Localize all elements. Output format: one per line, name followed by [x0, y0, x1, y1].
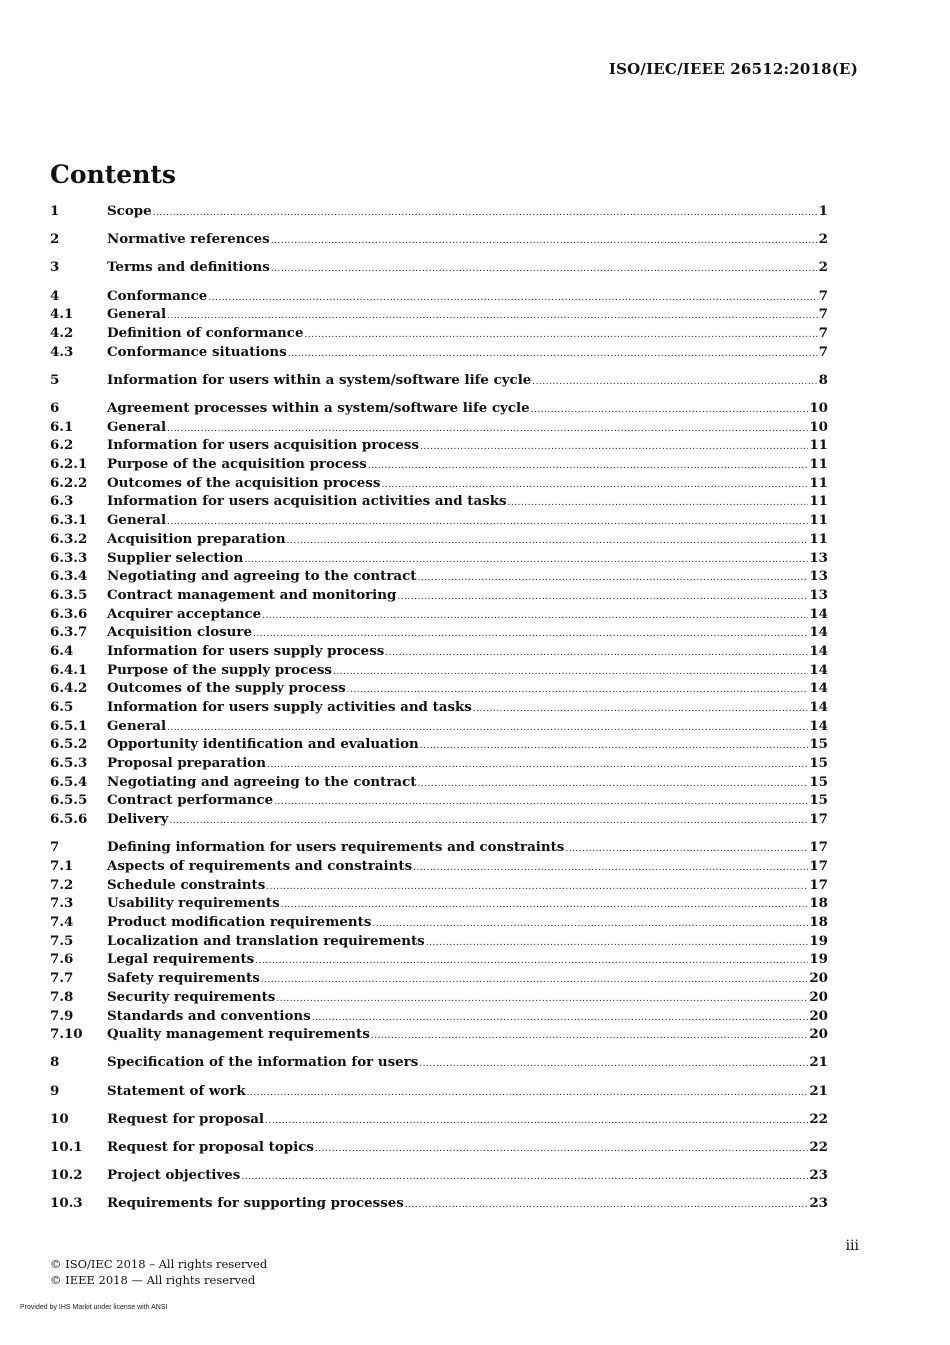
toc-entry[interactable] [50, 1008, 828, 1027]
toc-entry-page: 18 [809, 914, 828, 931]
toc-entry-title: Contract management and monitoring [107, 586, 397, 603]
toc-entry-number: 9 [50, 1082, 60, 1099]
toc-entry-page: 13 [809, 568, 828, 585]
toc-entry[interactable] [50, 895, 828, 914]
toc-leader-dots [419, 1059, 808, 1069]
toc-entry-number: 6.3.4 [50, 568, 88, 585]
toc-entry[interactable] [50, 550, 828, 569]
toc-entry[interactable] [50, 662, 828, 681]
toc-entry-number: 6.5.3 [50, 755, 88, 772]
toc-leader-dots [371, 1031, 809, 1041]
toc-entry[interactable] [50, 1167, 828, 1186]
toc-entry[interactable] [50, 288, 828, 307]
toc-entry-page: 23 [809, 1195, 828, 1212]
toc-entry-title: Localization and translation requirements [107, 932, 425, 949]
toc-entry-page: 17 [809, 839, 828, 856]
toc-entry-title: Schedule constraints [107, 876, 266, 893]
toc-entry[interactable] [50, 606, 828, 625]
toc-entry-title: Conformance [107, 287, 208, 304]
toc-entry-title: General [107, 512, 167, 529]
toc-entry-page: 13 [809, 586, 828, 603]
toc-entry-number: 6.3.5 [50, 586, 88, 603]
toc-entry-title: Negotiating and agreeing to the contract [107, 773, 417, 790]
toc-entry-title: Proposal preparation [107, 755, 266, 772]
toc-entry-page: 15 [809, 792, 828, 809]
toc-leader-dots [265, 1116, 808, 1126]
toc-entry-page: 21 [809, 1054, 828, 1071]
toc-leader-dots [532, 377, 817, 387]
toc-leader-dots [267, 760, 808, 770]
toc-entry[interactable] [50, 914, 828, 933]
toc-entry-number: 4.3 [50, 343, 74, 360]
toc-entry-number: 6.5.1 [50, 717, 88, 734]
toc-entry-title: Supplier selection [107, 549, 244, 566]
toc-entry-number: 6.5.2 [50, 736, 88, 753]
toc-leader-dots [413, 863, 808, 873]
provider-note: Provided by IHS Markit under license with ANSI [20, 1304, 168, 1311]
toc-entry-number: 7.2 [50, 876, 74, 893]
toc-entry-number: 6.3.3 [50, 549, 88, 566]
toc-entry-title: General [107, 306, 167, 323]
toc-entry-title: General [107, 418, 167, 435]
toc-entry-title: Contract performance [107, 792, 274, 809]
toc-leader-dots [167, 517, 808, 527]
toc-entry[interactable] [50, 970, 828, 989]
toc-entry-page: 23 [809, 1167, 828, 1184]
toc-entry-title: Information for users supply process [107, 642, 385, 659]
toc-entry-page: 2 [818, 231, 828, 248]
toc-entry-number: 4.1 [50, 306, 74, 323]
toc-entry-title: Request for proposal topics [107, 1138, 314, 1155]
toc-leader-dots [247, 1088, 809, 1098]
toc-leader-dots [385, 648, 808, 658]
toc-entry[interactable] [50, 372, 828, 391]
toc-entry[interactable] [50, 325, 828, 344]
toc-entry-number: 6.5.4 [50, 773, 88, 790]
toc-entry-number: 6.3.1 [50, 512, 88, 529]
toc-entry-number: 6.3.7 [50, 624, 88, 641]
toc-entry-page: 2 [818, 259, 828, 276]
toc-entry-title: Outcomes of the acquisition process [107, 474, 381, 491]
toc-entry[interactable] [50, 456, 828, 475]
toc-entry[interactable] [50, 400, 828, 419]
toc-entry-title: Acquisition closure [107, 624, 252, 641]
toc-entry-title: Information for users acquisition activities and tasks [107, 493, 507, 510]
toc-entry[interactable] [50, 437, 828, 456]
toc-entry-page: 18 [809, 895, 828, 912]
toc-leader-dots [397, 592, 808, 602]
toc-entry-number: 6.2.2 [50, 474, 88, 491]
toc-entry-page: 7 [818, 343, 828, 360]
page-title: Contents [50, 160, 177, 189]
toc-entry-title: Acquirer acceptance [107, 605, 262, 622]
toc-entry-page: 7 [818, 287, 828, 304]
toc-leader-dots [288, 349, 818, 359]
toc-entry-title: Outcomes of the supply process [107, 680, 346, 697]
toc-entry-page: 7 [818, 324, 828, 341]
toc-entry-page: 14 [809, 717, 828, 734]
toc-leader-dots [167, 424, 808, 434]
toc-leader-dots [315, 1144, 808, 1154]
toc-entry[interactable] [50, 231, 828, 250]
toc-entry-page: 14 [809, 699, 828, 715]
toc-entry-title: Conformance situations [107, 343, 287, 360]
toc-entry-title: Normative references [107, 231, 270, 248]
toc-entry-title: Defining information for users requirements and constraints [107, 839, 565, 856]
toc-entry[interactable] [50, 531, 828, 550]
toc-entry-page: 15 [809, 736, 828, 753]
toc-entry[interactable] [50, 344, 828, 363]
toc-entry-number: 5 [50, 371, 60, 388]
toc-leader-dots [261, 975, 809, 985]
toc-entry-number: 7 [50, 839, 60, 856]
toc-entry[interactable] [50, 680, 828, 699]
toc-leader-dots [244, 555, 808, 565]
toc-entry-number: 6.1 [50, 418, 74, 435]
toc-entry-page: 20 [809, 970, 828, 987]
toc-entry[interactable] [50, 774, 828, 793]
toc-leader-dots [368, 461, 809, 471]
toc-entry-number: 7.5 [50, 932, 74, 949]
toc-entry-title: Purpose of the supply process [107, 661, 332, 678]
toc-entry[interactable] [50, 587, 828, 606]
toc-entry-number: 4.2 [50, 324, 74, 341]
toc-entry-number: 6.4 [50, 642, 74, 659]
toc-entry-number: 4 [50, 287, 60, 304]
toc-entry-title: Information for users within a system/software life cycle [107, 371, 532, 388]
toc-entry[interactable] [50, 1083, 828, 1102]
copyright-footer [50, 1257, 267, 1288]
toc-entry-number: 10.2 [50, 1167, 83, 1184]
toc-entry-page: 14 [809, 642, 828, 659]
toc-entry-title: Negotiating and agreeing to the contract [107, 568, 417, 585]
toc-entry-page: 22 [809, 1110, 828, 1127]
toc-leader-dots [381, 480, 808, 490]
toc-entry[interactable] [50, 736, 828, 755]
toc-entry-title: Quality management requirements [107, 1026, 370, 1043]
toc-entry-number: 10.1 [50, 1138, 83, 1155]
toc-entry-number: 7.7 [50, 970, 74, 987]
toc-entry-title: Requirements for supporting processes [107, 1195, 404, 1212]
toc-entry[interactable] [50, 512, 828, 531]
toc-entry-page: 11 [809, 456, 828, 473]
toc-entry[interactable] [50, 933, 828, 952]
toc-leader-dots [531, 405, 809, 415]
toc-entry-number: 6.5.5 [50, 792, 88, 809]
toc-entry-number: 6.2 [50, 437, 74, 454]
toc-entry-number: 1 [50, 203, 60, 219]
toc-leader-dots [276, 994, 808, 1004]
toc-entry-title: Delivery [107, 811, 169, 828]
toc-entry-page: 21 [809, 1082, 828, 1099]
table-of-contents [50, 203, 828, 1214]
toc-entry-number: 7.1 [50, 858, 74, 874]
toc-entry-page: 11 [809, 512, 828, 529]
toc-leader-dots [169, 816, 808, 826]
toc-entry-page: 10 [809, 418, 828, 435]
toc-entry[interactable] [50, 475, 828, 494]
toc-entry-number: 2 [50, 231, 60, 248]
toc-leader-dots [426, 938, 809, 948]
toc-entry-number: 7.4 [50, 914, 74, 931]
toc-entry-title: Product modification requirements [107, 914, 372, 931]
toc-entry-page: 1 [818, 203, 828, 219]
toc-entry-number: 7.9 [50, 1007, 74, 1024]
toc-entry-page: 17 [809, 811, 828, 828]
toc-entry[interactable] [50, 811, 828, 830]
toc-entry-number: 7.3 [50, 895, 74, 912]
toc-entry-title: Security requirements [107, 988, 276, 1005]
toc-leader-dots [473, 704, 809, 714]
toc-leader-dots [287, 536, 809, 546]
toc-entry[interactable] [50, 718, 828, 737]
toc-leader-dots [262, 611, 808, 621]
toc-leader-dots [255, 956, 808, 966]
toc-entry[interactable] [50, 643, 828, 662]
toc-entry-number: 6.3 [50, 493, 74, 510]
toc-entry-page: 22 [809, 1138, 828, 1155]
toc-leader-dots [508, 498, 809, 508]
toc-entry-number: 6.4.1 [50, 661, 88, 678]
toc-leader-dots [565, 844, 808, 854]
toc-entry[interactable] [50, 493, 828, 512]
copyright-ieee: © IEEE 2018 — All rights reserved [50, 1272, 256, 1287]
toc-leader-dots [208, 293, 817, 303]
toc-entry[interactable] [50, 568, 828, 587]
toc-entry-number: 6 [50, 400, 60, 416]
toc-entry[interactable] [50, 624, 828, 643]
toc-entry[interactable] [50, 877, 828, 896]
toc-leader-dots [153, 208, 818, 218]
toc-entry-title: Specification of the information for users [107, 1054, 419, 1071]
toc-leader-dots [274, 797, 808, 807]
toc-entry-title: Aspects of requirements and constraints [107, 858, 413, 874]
toc-entry[interactable] [50, 1111, 828, 1130]
toc-leader-dots [347, 685, 809, 695]
toc-leader-dots [266, 882, 808, 892]
toc-leader-dots [312, 1013, 809, 1023]
toc-entry[interactable] [50, 1026, 828, 1045]
toc-leader-dots [417, 779, 808, 789]
toc-leader-dots [253, 629, 808, 639]
toc-entry-page: 19 [809, 951, 828, 968]
toc-leader-dots [420, 741, 809, 751]
toc-entry-page: 10 [809, 400, 828, 416]
toc-entry-page: 13 [809, 549, 828, 566]
toc-leader-dots [420, 442, 808, 452]
toc-entry-page: 17 [809, 876, 828, 893]
toc-entry[interactable] [50, 1054, 828, 1073]
toc-entry-title: Statement of work [107, 1082, 246, 1099]
toc-entry-page: 20 [809, 988, 828, 1005]
toc-entry[interactable] [50, 259, 828, 278]
toc-entry-number: 6.5.6 [50, 811, 88, 828]
toc-entry-title: Scope [107, 203, 152, 219]
toc-entry[interactable] [50, 203, 828, 222]
toc-entry[interactable] [50, 858, 828, 877]
toc-entry-title: Information for users supply activities and tasks [107, 699, 472, 715]
toc-leader-dots [281, 900, 809, 910]
page-number: iii [845, 1238, 859, 1254]
toc-entry-title: Request for proposal [107, 1110, 265, 1127]
toc-entry-page: 11 [809, 530, 828, 547]
toc-leader-dots [304, 330, 817, 340]
toc-entry[interactable] [50, 839, 828, 858]
document-id: ISO/IEC/IEEE 26512:2018(E) [608, 60, 858, 78]
toc-entry-page: 8 [818, 371, 828, 388]
toc-entry-title: Standards and conventions [107, 1007, 311, 1024]
toc-entry-number: 10.3 [50, 1195, 83, 1212]
toc-entry-number: 6.3.6 [50, 605, 88, 622]
toc-entry-title: Legal requirements [107, 951, 255, 968]
toc-entry[interactable] [50, 1139, 828, 1158]
toc-entry-title: Usability requirements [107, 895, 280, 912]
toc-entry-page: 14 [809, 661, 828, 678]
toc-entry-page: 20 [809, 1007, 828, 1024]
toc-entry-number: 7.10 [50, 1026, 83, 1043]
toc-entry[interactable] [50, 792, 828, 811]
toc-leader-dots [167, 311, 818, 321]
toc-entry-number: 6.4.2 [50, 680, 88, 697]
toc-entry[interactable] [50, 989, 828, 1008]
toc-entry-title: Safety requirements [107, 970, 260, 987]
toc-leader-dots [372, 919, 808, 929]
toc-entry-page: 11 [809, 493, 828, 510]
toc-leader-dots [405, 1200, 809, 1210]
toc-entry-title: Opportunity identification and evaluation [107, 736, 419, 753]
toc-entry[interactable] [50, 699, 828, 718]
toc-leader-dots [333, 667, 808, 677]
toc-entry-page: 14 [809, 624, 828, 641]
toc-entry-number: 6.2.1 [50, 456, 88, 473]
toc-entry-title: Purpose of the acquisition process [107, 456, 367, 473]
toc-entry-title: General [107, 717, 167, 734]
toc-entry-title: Project objectives [107, 1167, 241, 1184]
toc-entry-number: 10 [50, 1110, 69, 1127]
toc-entry-number: 7.6 [50, 951, 74, 968]
toc-entry-number: 3 [50, 259, 60, 276]
toc-entry-page: 15 [809, 773, 828, 790]
toc-entry-page: 14 [809, 605, 828, 622]
toc-entry-title: Acquisition preparation [107, 530, 286, 547]
toc-entry-page: 7 [818, 306, 828, 323]
toc-entry-page: 19 [809, 932, 828, 949]
toc-leader-dots [271, 264, 818, 274]
toc-entry-title: Information for users acquisition process [107, 437, 419, 454]
toc-entry-page: 15 [809, 755, 828, 772]
toc-entry-page: 11 [809, 437, 828, 454]
toc-entry[interactable] [50, 306, 828, 325]
toc-entry-title: Agreement processes within a system/software life cycle [107, 400, 530, 416]
toc-entry-page: 11 [809, 474, 828, 491]
toc-leader-dots [271, 236, 818, 246]
toc-entry-number: 6.3.2 [50, 530, 88, 547]
toc-leader-dots [241, 1172, 808, 1182]
toc-entry-number: 7.8 [50, 988, 74, 1005]
toc-entry-page: 17 [809, 858, 828, 874]
toc-entry-page: 14 [809, 680, 828, 697]
toc-entry[interactable] [50, 755, 828, 774]
toc-entry-number: 8 [50, 1054, 60, 1071]
toc-entry[interactable] [50, 951, 828, 970]
toc-entry-number: 6.5 [50, 699, 74, 715]
toc-entry[interactable] [50, 419, 828, 438]
toc-entry-title: Terms and definitions [107, 259, 270, 276]
toc-entry-page: 20 [809, 1026, 828, 1043]
toc-entry[interactable] [50, 1195, 828, 1214]
copyright-iso: © ISO/IEC 2018 – All rights reserved [50, 1257, 268, 1271]
toc-entry-title: Definition of conformance [107, 324, 304, 341]
toc-leader-dots [167, 723, 808, 733]
toc-leader-dots [417, 573, 808, 583]
